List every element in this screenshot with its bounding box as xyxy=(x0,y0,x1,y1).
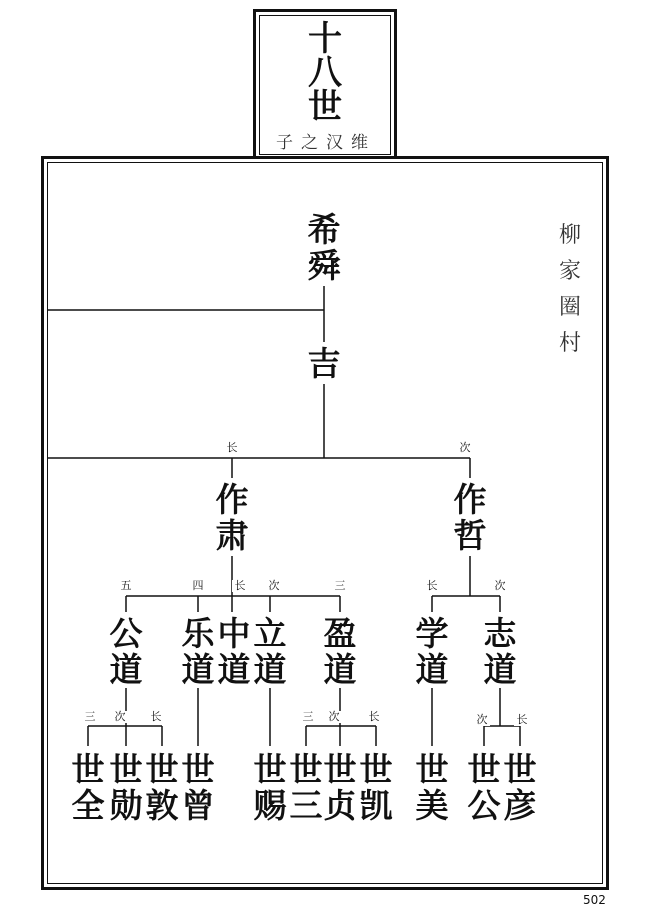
person-shizeng: 世 曾 xyxy=(181,750,215,825)
person-zuozhe: 作 哲 xyxy=(453,480,487,555)
village-label-char: 村 xyxy=(558,331,581,356)
rank-label-shiquan: 三 xyxy=(82,711,98,723)
generation-subtitle: 子之汉维 xyxy=(276,133,376,153)
rank-label-shikai: 长 xyxy=(366,711,382,723)
person-ledao: 乐 道 xyxy=(181,614,215,689)
person-zhongdao: 中 道 xyxy=(217,614,251,689)
rank-label-zuosu: 长 xyxy=(224,442,240,454)
person-xuedao: 学 道 xyxy=(415,614,449,689)
rank-label-yingdao: 三 xyxy=(332,580,348,592)
rank-label-shixun: 次 xyxy=(112,711,128,723)
rank-label-ledao: 四 xyxy=(190,580,206,592)
rank-label-shisan: 三 xyxy=(300,711,316,723)
person-shidun: 世 敦 xyxy=(145,750,179,825)
village-label-char: 柳 xyxy=(558,223,581,248)
person-shixun: 世 勋 xyxy=(109,750,143,825)
rank-label-shigong: 次 xyxy=(474,714,490,726)
rank-label-zhongdao: 长 xyxy=(232,580,248,592)
person-shiquan: 世 全 xyxy=(71,750,105,825)
person-xishun: 希 舜 xyxy=(307,210,341,285)
person-shiyan: 世 彦 xyxy=(503,750,537,825)
village-label-char: 家 xyxy=(558,259,581,284)
rank-label-gongdao: 五 xyxy=(118,580,134,592)
person-gongdao: 公 道 xyxy=(109,614,143,689)
rank-label-shidun: 长 xyxy=(148,711,164,723)
rank-label-zhidao: 次 xyxy=(492,580,508,592)
person-yingdao: 盈 道 xyxy=(323,614,357,689)
person-shici: 世 赐 xyxy=(253,750,287,825)
person-shisan: 世 三 xyxy=(289,750,323,825)
person-shigong: 世 公 xyxy=(467,750,501,825)
person-zuosu: 作 肃 xyxy=(215,480,249,555)
generation-title-char: 十 xyxy=(308,19,342,59)
page-number: 502 xyxy=(583,893,606,907)
person-ji: 吉 xyxy=(307,344,341,383)
rank-label-lidao: 次 xyxy=(266,580,282,592)
rank-label-shizhen: 次 xyxy=(326,711,342,723)
rank-label-shiyan: 长 xyxy=(514,714,530,726)
rank-label-xuedao: 长 xyxy=(424,580,440,592)
village-label-char: 圈 xyxy=(558,295,581,320)
generation-title-char: 世 xyxy=(308,87,342,127)
person-shizhen: 世 贞 xyxy=(323,750,357,825)
generation-title-char: 八 xyxy=(308,53,342,93)
person-shimei: 世 美 xyxy=(415,750,449,825)
rank-label-zuozhe: 次 xyxy=(457,442,473,454)
person-shikai: 世 凯 xyxy=(359,750,393,825)
person-zhidao: 志 道 xyxy=(483,614,517,689)
person-lidao: 立 道 xyxy=(253,614,287,689)
